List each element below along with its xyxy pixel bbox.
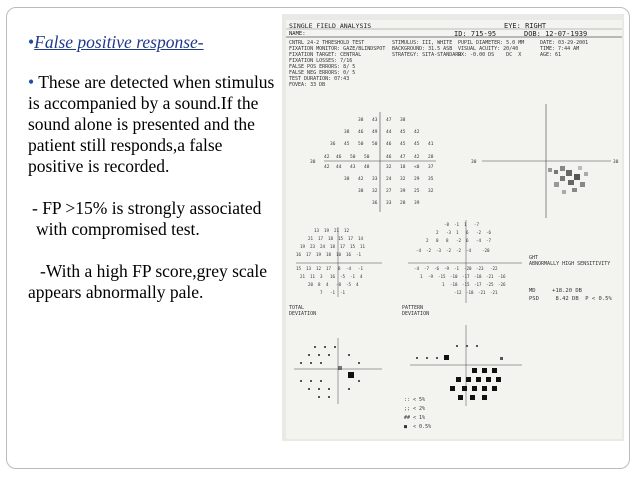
svg-text:48: 48 — [364, 165, 370, 170]
svg-text:28: 28 — [400, 201, 406, 206]
pattern-deviation-label: PATTERN DEVIATION — [402, 305, 430, 317]
svg-text:18: 18 — [400, 165, 406, 170]
svg-text:39: 39 — [414, 201, 420, 206]
md-value: MD +18.20 DB — [529, 288, 582, 294]
svg-text:6: 6 — [466, 230, 469, 235]
pattern-deviation-values — [414, 222, 506, 295]
svg-text:-3: -3 — [446, 230, 452, 235]
svg-text:-15: -15 — [462, 282, 470, 287]
svg-text:-6: -6 — [486, 230, 492, 235]
svg-text:28: 28 — [428, 155, 434, 160]
svg-text:8: 8 — [318, 282, 321, 287]
report-dob: DOB: 12-07-1939 — [524, 30, 588, 38]
svg-text:29: 29 — [414, 177, 420, 182]
svg-text:37: 37 — [428, 165, 434, 170]
svg-text:-23: -23 — [476, 266, 484, 271]
svg-text:-6: -6 — [434, 266, 440, 271]
para-1-text: These are detected when stimulus is accompanied by a sound.If the sound alone is presented and the patient still responds,a false positive is recorded. — [28, 72, 275, 176]
report-id: ID: 715-95 — [454, 30, 497, 38]
svg-text:-1: -1 — [454, 222, 460, 227]
svg-text:25: 25 — [414, 189, 420, 194]
svg-text:6: 6 — [466, 238, 469, 243]
svg-text:38: 38 — [344, 130, 350, 135]
svg-text:33: 33 — [386, 201, 392, 206]
para-bullet: • — [28, 72, 35, 92]
svg-text:43: 43 — [372, 118, 378, 123]
svg-text:36: 36 — [372, 201, 378, 206]
svg-text:1: 1 — [420, 274, 423, 279]
svg-text:-25: -25 — [486, 282, 494, 287]
svg-text:<0: <0 — [414, 165, 420, 170]
svg-text:32: 32 — [428, 189, 434, 194]
para-3 — [28, 261, 280, 303]
svg-text:-9: -9 — [428, 274, 434, 279]
svg-text:1: 1 — [456, 230, 459, 235]
heading-text: False positive response- — [34, 32, 204, 52]
svg-text:7: 7 — [320, 290, 323, 295]
svg-text:17: 17 — [306, 252, 312, 257]
report-eye: EYE: RIGHT — [504, 22, 547, 30]
svg-text:47: 47 — [386, 118, 392, 123]
svg-text:-5: -5 — [340, 274, 346, 279]
svg-text:47: 47 — [400, 155, 406, 160]
svg-text:46: 46 — [358, 130, 364, 135]
svg-text:-8: -8 — [336, 282, 342, 287]
svg-text:46: 46 — [386, 155, 392, 160]
svg-text:42: 42 — [414, 130, 420, 135]
axis-30-left: 30 — [310, 160, 316, 165]
svg-text:44: 44 — [336, 165, 342, 170]
total-deviation-label: TOTAL DEVIATION — [289, 305, 317, 317]
svg-text:27: 27 — [386, 189, 392, 194]
svg-text:2: 2 — [426, 238, 429, 243]
visual-field-report — [282, 14, 624, 441]
svg-text:-20: -20 — [464, 266, 472, 271]
svg-text:15: 15 — [338, 236, 344, 241]
svg-text:42: 42 — [414, 155, 420, 160]
svg-text:4: 4 — [326, 282, 329, 287]
svg-text:-7: -7 — [486, 238, 492, 243]
ght-label: GHT ABNORMALLY HIGH SENSITIVITY — [529, 255, 611, 267]
svg-text:50: 50 — [372, 142, 378, 147]
svg-text:-10: -10 — [450, 274, 458, 279]
svg-text:-12: -12 — [454, 290, 462, 295]
report-pupil-params: PUPIL DIAMETER: 5.0 MM VISUAL ACUITY: 20/40 RX: -0.00 DS DC X — [458, 40, 525, 58]
svg-text:41: 41 — [428, 142, 434, 147]
svg-text:42: 42 — [358, 177, 364, 182]
svg-text:4: 4 — [356, 282, 359, 287]
svg-text:50: 50 — [358, 142, 364, 147]
svg-text:-21: -21 — [490, 290, 498, 295]
svg-text:24: 24 — [320, 244, 326, 249]
svg-text:21: 21 — [308, 236, 314, 241]
svg-text:32: 32 — [400, 177, 406, 182]
report-title: SINGLE FIELD ANALYSIS — [289, 22, 372, 30]
svg-text:33: 33 — [372, 177, 378, 182]
svg-text:17: 17 — [348, 236, 354, 241]
svg-text:23: 23 — [310, 244, 316, 249]
total-deviation-probability — [300, 346, 360, 398]
svg-text:10: 10 — [336, 252, 342, 257]
svg-text:-1: -1 — [356, 252, 362, 257]
svg-text:11: 11 — [360, 244, 366, 249]
probability-legend: :: < 5% ;; < 2% ## < 1% ■ < 0.5% — [404, 397, 432, 430]
svg-text:-2: -2 — [426, 248, 432, 253]
svg-text:16: 16 — [330, 274, 336, 279]
psd-value: PSD 8.42 DB P < 0.5% — [529, 296, 612, 302]
svg-text:12: 12 — [316, 266, 322, 271]
report-page — [286, 20, 622, 439]
svg-text:35: 35 — [428, 177, 434, 182]
para-1 — [28, 72, 280, 177]
svg-text:-4: -4 — [466, 248, 472, 253]
svg-text:38: 38 — [358, 189, 364, 194]
svg-text:8: 8 — [338, 266, 341, 271]
svg-text:-17: -17 — [462, 274, 470, 279]
svg-text:-18: -18 — [466, 290, 474, 295]
svg-text:18: 18 — [326, 252, 332, 257]
svg-text:-1: -1 — [340, 290, 346, 295]
svg-text:46: 46 — [386, 142, 392, 147]
svg-text:38: 38 — [344, 177, 350, 182]
svg-text:14: 14 — [358, 236, 364, 241]
pattern-deviation-probability — [416, 345, 503, 400]
svg-text:4: 4 — [360, 274, 363, 279]
svg-text:45: 45 — [414, 142, 420, 147]
svg-text:-3: -3 — [436, 248, 442, 253]
svg-text:-1: -1 — [358, 266, 364, 271]
svg-text:2: 2 — [436, 230, 439, 235]
svg-text:-1: -1 — [350, 274, 356, 279]
svg-text:21: 21 — [334, 228, 340, 233]
svg-text:17: 17 — [318, 236, 324, 241]
svg-text:38: 38 — [400, 118, 406, 123]
para-2: - FP >15% is strongly associated with compromised test. — [32, 198, 262, 239]
svg-text:-21: -21 — [486, 274, 494, 279]
svg-text:1: 1 — [464, 222, 467, 227]
svg-text:43: 43 — [350, 165, 356, 170]
svg-text:24: 24 — [386, 177, 392, 182]
svg-text:32: 32 — [372, 189, 378, 194]
svg-text:42: 42 — [324, 155, 330, 160]
report-test-params: CNTRL 24-2 THRESHOLD TEST FIXATION MONITOR: GAZE/BLINDSPOT FIXATION TARGET: CENTRAL FIXATION LOSSES: 7/16 FALSE POS ERRORS: 8/ 5 FALSE NEG ERRORS: 0/ 5 TEST DURATION: 07:43 FOVEA: 33 DB — [289, 40, 386, 88]
svg-text:32: 32 — [386, 165, 392, 170]
svg-text:-7: -7 — [424, 266, 430, 271]
slide-text — [28, 32, 280, 303]
deviation-plots — [286, 20, 622, 439]
svg-text:18: 18 — [330, 244, 336, 249]
svg-text:-2: -2 — [456, 248, 462, 253]
svg-text:-15: -15 — [438, 274, 446, 279]
svg-text:-4: -4 — [346, 266, 352, 271]
svg-text:-16: -16 — [498, 274, 506, 279]
svg-text:-1: -1 — [330, 290, 336, 295]
svg-text:-2: -2 — [476, 230, 482, 235]
svg-text:13: 13 — [306, 266, 312, 271]
svg-text:11: 11 — [310, 274, 316, 279]
svg-text:13: 13 — [314, 228, 320, 233]
svg-text:42: 42 — [324, 165, 330, 170]
svg-text:16: 16 — [346, 252, 352, 257]
report-name-label: NAME: — [289, 31, 306, 37]
svg-text:44: 44 — [386, 130, 392, 135]
svg-text:-18: -18 — [450, 282, 458, 287]
svg-text:36: 36 — [330, 142, 336, 147]
heading-bullet: • — [28, 32, 35, 52]
svg-text:-4: -4 — [416, 248, 422, 253]
svg-text:12: 12 — [344, 228, 350, 233]
report-stimulus-params: STIMULUS: III, WHITE BACKGROUND: 31.5 ASB STRATEGY: SITA-STANDARD — [392, 40, 462, 58]
svg-text:21: 21 — [300, 274, 306, 279]
svg-text:18: 18 — [328, 236, 334, 241]
svg-text:-8: -8 — [444, 222, 450, 227]
slide-heading — [28, 32, 280, 53]
svg-text:16: 16 — [296, 252, 302, 257]
svg-text:-7: -7 — [474, 222, 480, 227]
svg-text:-5: -5 — [346, 282, 352, 287]
para-3-text: -With a high FP score,grey scale appears abnormally pale. — [28, 261, 268, 302]
svg-text:1: 1 — [442, 282, 445, 287]
svg-text:17: 17 — [340, 244, 346, 249]
report-date-params: DATE: 03-29-2001 TIME: 7:44 AM AGE: 61 — [540, 40, 589, 58]
svg-text:-2: -2 — [446, 248, 452, 253]
svg-text:-17: -17 — [474, 282, 482, 287]
svg-text:15: 15 — [296, 266, 302, 271]
svg-text:45: 45 — [344, 142, 350, 147]
svg-text:8: 8 — [446, 238, 449, 243]
axis-30-right: 30 — [613, 160, 619, 165]
svg-text:19: 19 — [300, 244, 306, 249]
svg-text:3: 3 — [320, 274, 323, 279]
svg-text:-1: -1 — [454, 266, 460, 271]
svg-text:0: 0 — [436, 238, 439, 243]
svg-text:50: 50 — [350, 155, 356, 160]
svg-text:39: 39 — [400, 189, 406, 194]
svg-text:19: 19 — [316, 252, 322, 257]
svg-text:19: 19 — [324, 228, 330, 233]
svg-text:45: 45 — [400, 142, 406, 147]
svg-text:45: 45 — [400, 130, 406, 135]
svg-text:-4: -4 — [476, 238, 482, 243]
svg-text:-2: -2 — [456, 238, 462, 243]
grey-axis-30: 30 — [471, 160, 477, 165]
svg-text:46: 46 — [336, 155, 342, 160]
svg-text:-22: -22 — [490, 266, 498, 271]
svg-text:49: 49 — [372, 130, 378, 135]
svg-text:38: 38 — [358, 118, 364, 123]
svg-text:-18: -18 — [474, 274, 482, 279]
svg-text:-20: -20 — [482, 248, 490, 253]
svg-text:-26: -26 — [498, 282, 506, 287]
svg-text:-9: -9 — [444, 266, 450, 271]
svg-text:-21: -21 — [478, 290, 486, 295]
total-deviation-values — [296, 228, 366, 295]
svg-text:-4: -4 — [414, 266, 420, 271]
svg-text:15: 15 — [350, 244, 356, 249]
svg-text:50: 50 — [364, 155, 370, 160]
svg-text:17: 17 — [326, 266, 332, 271]
svg-text:20: 20 — [308, 282, 314, 287]
